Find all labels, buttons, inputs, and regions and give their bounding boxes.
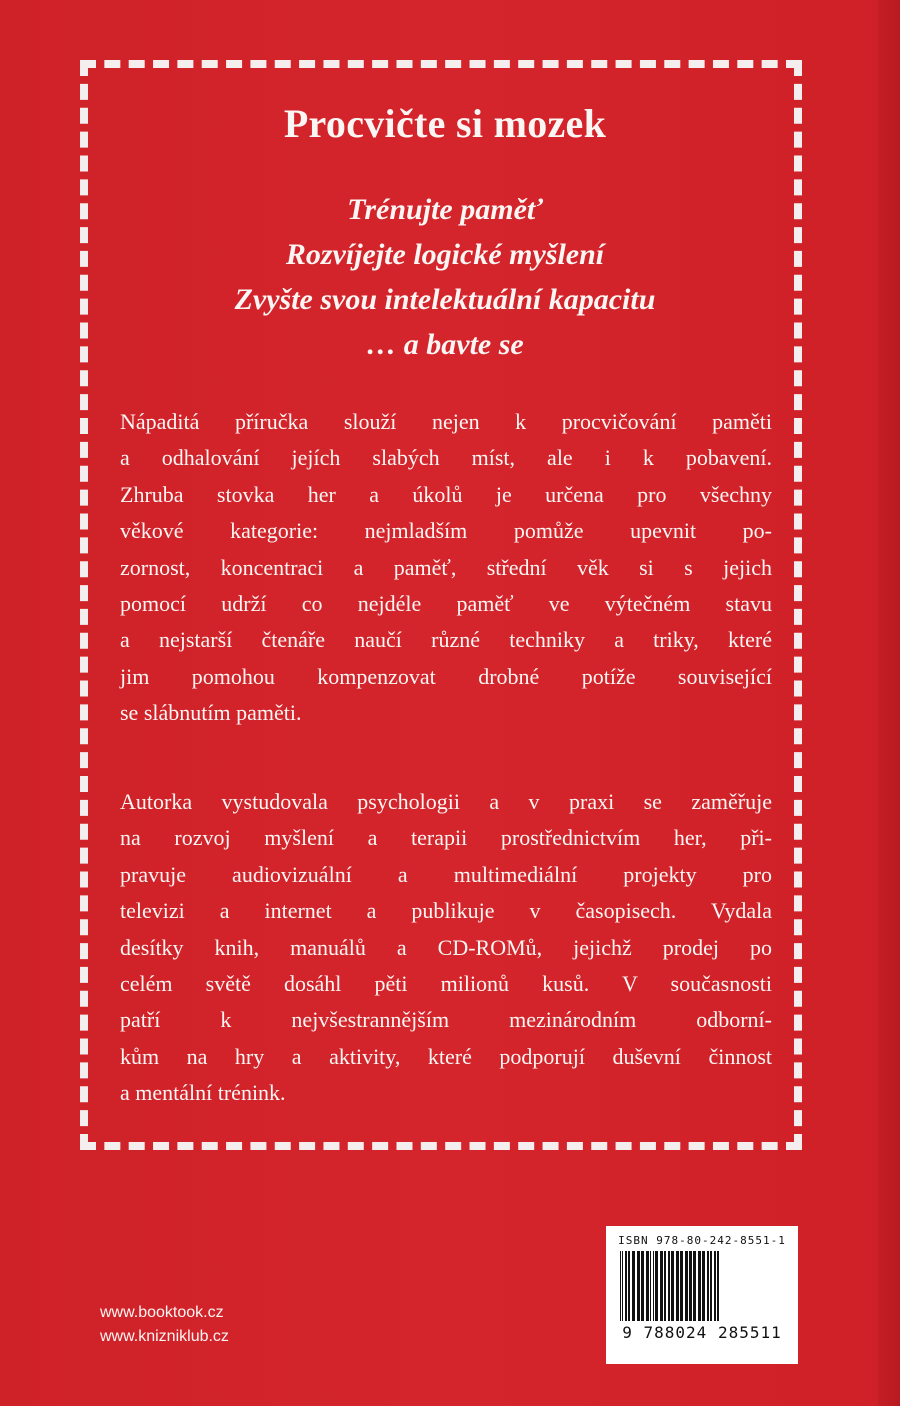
tagline-2: Rozvíjejte logické myšlení [285, 238, 605, 271]
paragraph-line: se slábnutím paměti. [120, 700, 302, 726]
paragraph-line: kům na hry a aktivity, které podporují duševní činnost [120, 1043, 772, 1069]
barcode-bar [620, 1251, 621, 1321]
barcode-bar [622, 1251, 623, 1321]
author-paragraph [120, 784, 772, 1112]
paragraph-line: jim pomohou kompenzovat drobné potíže související [120, 663, 772, 689]
paragraph-line: televizi a internet a publikuje v časopisech. Vydala [120, 898, 772, 924]
barcode-bar [685, 1251, 688, 1321]
paragraph-line: zornost, koncentraci a paměť, střední věk si s jejich [120, 554, 772, 580]
barcode-bar [632, 1251, 635, 1321]
tagline-1: Trénujte paměť [347, 193, 543, 226]
barcode-digits: 9 788024 285511 [622, 1323, 782, 1342]
barcode-bar [655, 1251, 658, 1321]
barcode-bar [689, 1251, 692, 1321]
barcode-bar [702, 1251, 705, 1321]
tagline-3: Zvyšte svou intelektuální kapacitu [234, 283, 656, 316]
book-title: Procvičte si mozek [283, 101, 607, 146]
paragraph-line: celém světě dosáhl pěti milionů kusů. V současnosti [120, 971, 772, 997]
barcode-bar [664, 1251, 666, 1321]
barcode-bar [671, 1251, 674, 1321]
barcode-bar [660, 1251, 663, 1321]
barcode-bar [637, 1251, 640, 1321]
barcode-bar [717, 1251, 719, 1321]
paragraph-line: Nápaditá příručka slouží nejen k procvičování paměti [120, 409, 772, 434]
barcode-bar [668, 1251, 670, 1321]
paragraph-line: a mentální trénink. [120, 1080, 286, 1106]
tagline-4: … a bavte se [366, 328, 524, 361]
barcode-bar [680, 1251, 683, 1321]
barcode-bar [710, 1251, 712, 1321]
barcode-bar [650, 1251, 651, 1321]
paragraph-line: pravuje audiovizuální a multimediální projekty pro [120, 861, 772, 887]
barcode-bar [698, 1251, 701, 1321]
paragraph-line: na rozvoj myšlení a terapii prostřednictvím her, při- [120, 825, 772, 851]
barcode-bar [625, 1251, 627, 1321]
paragraph-line: Autorka vystudovala psychologii a v praxi se zaměřuje [120, 789, 772, 814]
barcode-bar [653, 1251, 654, 1321]
isbn-label: ISBN 978-80-242-8551-1 [618, 1234, 786, 1247]
paragraph-line: a odhalování jejích slabých míst, ale i k pobavení. [120, 445, 772, 471]
barcode-bar [714, 1251, 716, 1321]
barcode-bars [616, 1251, 788, 1321]
paragraph-line: patří k nejvšestrannějším mezinárodním odborní- [120, 1007, 772, 1033]
barcode-bar [646, 1251, 649, 1321]
barcode-bar [676, 1251, 679, 1321]
paragraph-line: věkové kategorie: nejmladším pomůže upevnit po- [120, 518, 772, 544]
paragraph-line: a nejstarší čtenáře naučí různé techniky a triky, které [120, 627, 772, 653]
paragraph-line: Zhruba stovka her a úkolů je určena pro všechny [120, 481, 772, 507]
url-knizniklub[interactable]: www.knizniklub.cz [100, 1328, 229, 1345]
publisher-links [100, 1301, 229, 1349]
paragraph-line: pomocí udrží co nejdéle paměť ve výtečném stavu [120, 591, 772, 617]
isbn-barcode [606, 1226, 798, 1364]
description-paragraph [120, 404, 772, 732]
url-booktook[interactable]: www.booktook.cz [100, 1304, 224, 1321]
barcode-bar [641, 1251, 644, 1321]
paragraph-line: desítky knih, manuálů a CD-ROMů, jejichž prodej po [120, 934, 772, 960]
barcode-bar [693, 1251, 696, 1321]
barcode-bar [628, 1251, 630, 1321]
barcode-bar [707, 1251, 709, 1321]
